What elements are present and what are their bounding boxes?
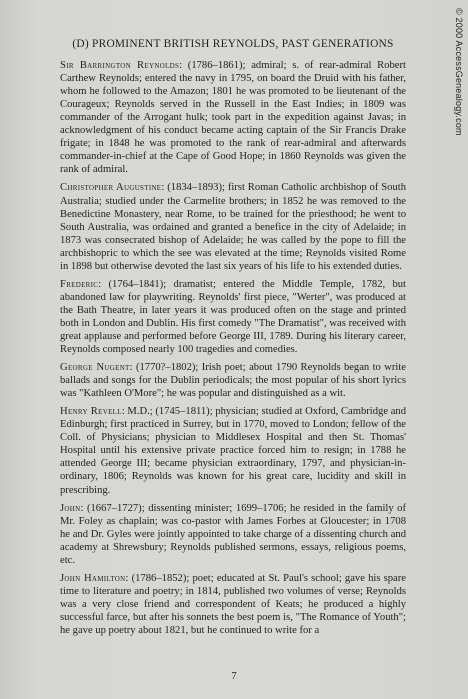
entry-text: : M.D.; (1745–1811); physician; studied at Oxford, Cambridge and Edinburgh; first practiced in Surrey, but in 1770, moved to London; fellow of the Coll. of Physicians; physician to Middlesex Hospital and then St. Thomas' Hospital until his extensive private practice forced him to resign; in 1788 he attended George III; became physician extraordinary, 1797, and physician-in-ordinary, 1806; Reynolds was known for his great care, lucidity and skill in prescribing.: [60, 406, 407, 496]
biography-entry: [60, 59, 406, 176]
page-number: 7: [231, 671, 237, 682]
entry-text: : (1667–1727); dissenting minister; 1699–1706; he resided in the family of Mr. Foley as chaplain; was co-pastor with James Forbes at Gloucester; in 1708 he and Dr. Gyles were jointly appointed to take charge of a dissenting church and academy at Shrewsbury; Reynolds published sermons, essays, religious poems, etc.: [60, 502, 406, 566]
entry-text: : (1770?–1802); Irish poet; about 1790 Reynolds began to write ballads and songs for the Dublin periodicals; the most popular of his short lyrics was "Kathleen O'More"; he was popular and distinguished as a wit.: [60, 362, 406, 400]
biography-entry: [60, 278, 406, 356]
watermark-text: © 2000 AccessGenealogy.com: [454, 8, 464, 136]
biography-entry: [60, 361, 406, 400]
biography-entry: [60, 572, 406, 637]
entry-name: Sir Barrington Reynolds: [60, 60, 180, 72]
page-heading: (D) PROMINENT BRITISH REYNOLDS, PAST GENERATIONS: [72, 38, 394, 50]
biography-entry: [60, 405, 406, 496]
entry-name: Frederic: [60, 278, 99, 290]
entry-name: Christopher Augustine: [60, 182, 162, 194]
biography-entry: [60, 502, 406, 567]
entry-name: John: [60, 502, 81, 514]
entries-list: [60, 59, 406, 637]
watermark: [452, 8, 466, 188]
entry-name: John Hamilton: [60, 572, 126, 584]
biography-entry: [60, 181, 406, 272]
entry-name: Henry Revell: [60, 406, 122, 418]
document-body: [60, 38, 406, 642]
entry-text: : (1764–1841); dramatist; entered the Middle Temple, 1782, but abandoned law for playwriting. Reynolds' first piece, "Werter", was produced at the Bath Theatre, in later years it was produced often on the stage and printed both in London and Dublin. His first comedy "The Dramatist", was received with great applause and performed before George III, 1789. During his literary career, Reynolds composed nearly 100 tragedies and comedies.: [60, 278, 406, 356]
entry-name: George Nugent: [60, 362, 130, 374]
entry-text: : (1786–1852); poet; educated at St. Paul's school; gave his spare time to literature and poetry; in 1814, published two volumes of verse; Reynolds was a very close friend and correspondent of Keats; he produced a highly successful farce, but after his sonnets the best poem is, "The Romance of Youth"; he gave up poetry about 1821, but he continued to write for a: [60, 572, 406, 636]
entry-text: : (1786–1861); admiral; s. of rear-admiral Robert Carthew Reynolds; entered the navy in 1795, on board the Druid with his father, whom he followed to the Amazon; 1801 he was promoted to be lieutenant of the Courageux; Reynolds served in the Russell in the East Indies; in 1809 was commander of the Arrogant hulk; took part in the expedition against Javas; in acknowledgment of his conduct became acting captain of the Sir Francis Drake frigate; in 1848 he was promoted to the rank of rear-admiral and afterwards commander-in-chief at the Cape of Good Hope; in 1860 Reynolds was given the rank of admiral.: [60, 60, 406, 176]
entry-text: : (1834–1893); first Roman Catholic archbishop of South Australia; studied under the Carmelite brothers; in 1852 he was removed to the Benedictine Monastery, near Rome, to be trained for the priesthood; he went to South Australia, was ordained and granted a benefice in the city of Adelaide; in 1873 was consecrated bishop of Adelaide; he was called by the pope to fill the archbishopric to which the see was elevated at the time; Reynolds visited Rome in 1898 but otherwise devoted the last six years of his life to his extended duties.: [60, 182, 406, 272]
